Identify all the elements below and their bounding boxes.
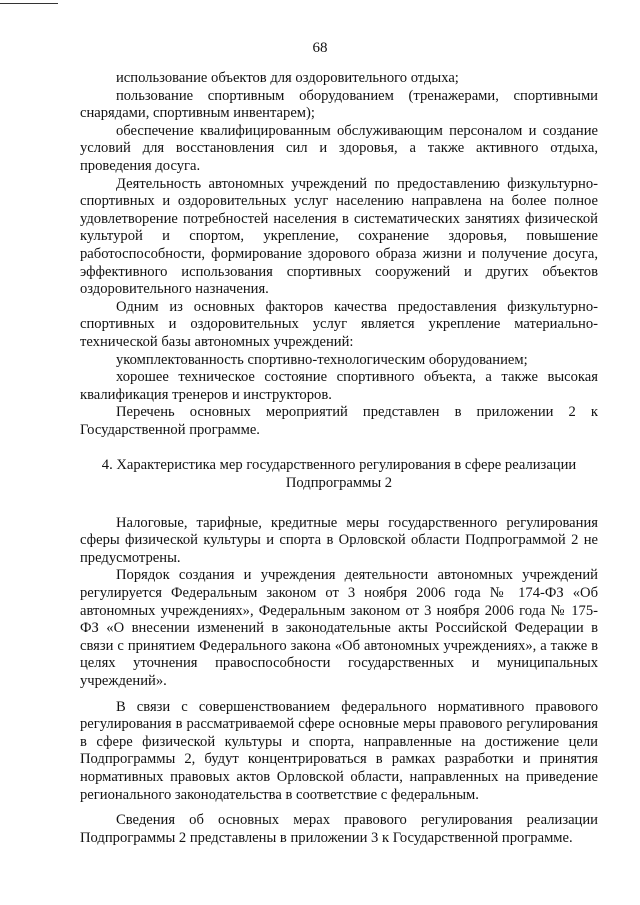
paragraph: укомплектованность спортивно-технологическим оборудованием; bbox=[116, 351, 528, 368]
document-body bbox=[80, 70, 598, 847]
paragraph: пользование спортивным оборудованием (тренажерами, спортивными снарядами, спортивным инвентарем); bbox=[80, 87, 598, 122]
paragraph: обеспечение квалифицированным обслуживающим персоналом и создание условий для восстановления сил и здоровья, а также активного отдыха, проведения досуга. bbox=[80, 122, 598, 174]
paragraph: Одним из основных факторов качества предоставления физкультурно-спортивных и оздоровительных услуг является укрепление материально-технической базы автономных учреждений: bbox=[80, 298, 598, 350]
section-heading-line: 4. Характеристика мер государственного регулирования в сфере реализации bbox=[101, 457, 577, 474]
paragraph: Деятельность автономных учреждений по предоставлению физкультурно-спортивных и оздоровительных услуг населению направлена на более полное удовлетворение потребностей населения в систематических занятиях физической культурой и спортом, укрепление, сохранение здоровья, повышение работоспособности, формирование здорового образа жизни и получение досуга, эффективного использования спортивных сооружений и других объектов оздоровительного назначения. bbox=[80, 175, 598, 298]
paragraph: Сведения об основных мерах правового регулирования реализации Подпрограммы 2 представлены в приложении 3 к Государственной программе. bbox=[80, 812, 598, 846]
paragraph: хорошее техническое состояние спортивного объекта, а также высокая квалификация тренеров и инструкторов. bbox=[80, 369, 598, 403]
section-heading bbox=[80, 457, 598, 492]
corner-rule bbox=[0, 3, 58, 4]
paragraph: Порядок создания и учреждения деятельности автономных учреждений регулируется Федеральным законом от 3 ноября 2006 года № 174-ФЗ «Об автономных учреждениях», Федеральным законом от 3 ноября 2006 года № 175-ФЗ «О внесении изменений в законодательные акты Российской Федерации в связи с принятием Федерального закона «Об автономных учреждениях», а также в целях уточнения правоспособности государственных и муниципальных учреждений». bbox=[80, 567, 598, 689]
paragraph: Перечень основных мероприятий представлен в приложении 2 к Государственной программе. bbox=[80, 404, 598, 438]
paragraph: использование объектов для оздоровительного отдыха; bbox=[116, 70, 459, 86]
page-number: 68 bbox=[312, 40, 328, 56]
paragraph: В связи с совершенствованием федерального нормативного правового регулирования в рассматриваемой сфере основные меры правового регулирования в сфере физической культуры и спорта, направленные на достижение цели Подпрограммы 2, будут концентрироваться в рамках разработки и принятия нормативных правовых актов Орловской области, направленных на приведение регионального законодательства в соответствие с федеральным. bbox=[80, 698, 598, 803]
section-heading-line: Подпрограммы 2 bbox=[285, 475, 393, 492]
paragraph: Налоговые, тарифные, кредитные меры государственного регулирования сферы физической культуры и спорта в Орловской области Подпрограммой 2 не предусмотрены. bbox=[80, 514, 598, 566]
